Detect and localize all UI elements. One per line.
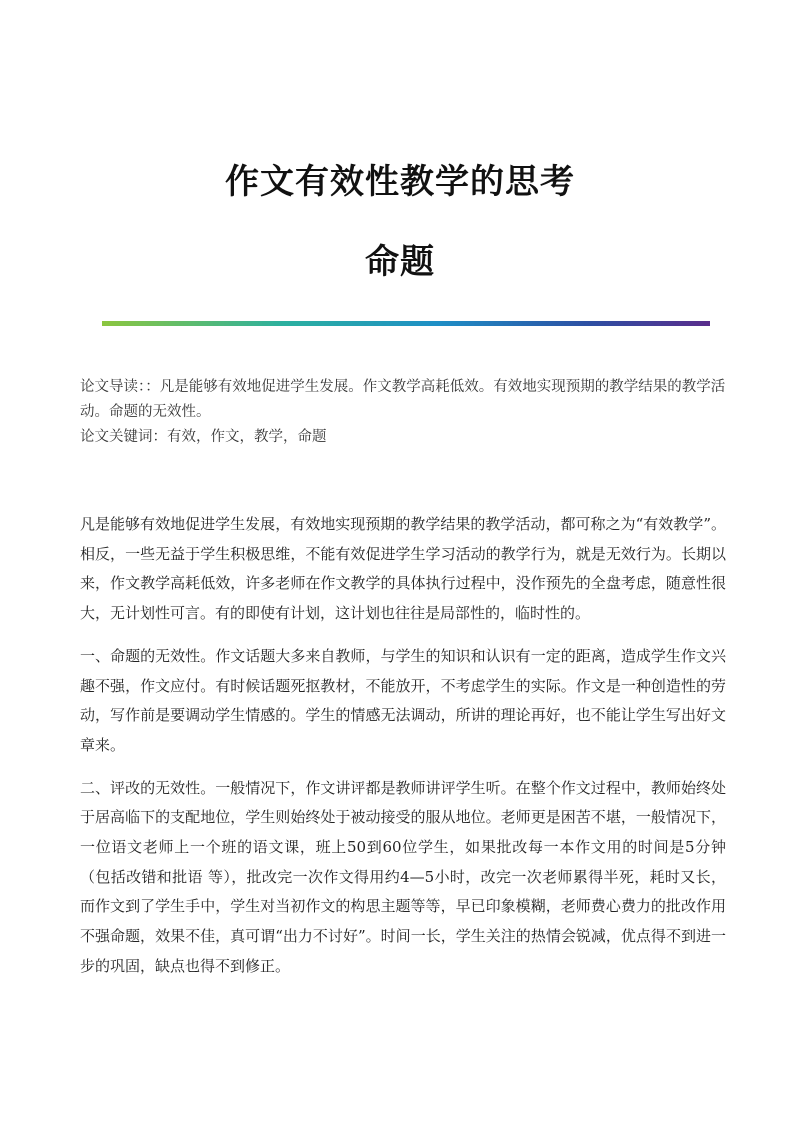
abstract-section <box>80 375 726 450</box>
abstract-keywords: 论文关键词：有效，作文，教学，命题 <box>80 429 327 445</box>
body-paragraph: 二、评改的无效性。一般情况下，作文讲评都是教师讲评学生听。在整个作文过程中，教师始终处于居高临下的支配地位，学生则始终处于被动接受的服从地位。老师更是困苦不堪，一般情况下，一位语文老师上一个班的语文课，班上50到60位学生，如果批改每一本作文用的时间是5分钟（包括改错和批语 等），批改完一次作文得用约4—5小时，改完一次老师累得半死，耗时又长，而作文到了学生手中，学生对当初作文的构思主题等等，早已印象模糊，老师费心费力的批改作用不强命题，效果不佳，真可谓“出力不讨好”。时间一长，学生关注的热情会锐减，优点得不到进一步的巩固，缺点也得不到修正。 <box>80 778 726 975</box>
body-paragraph: 凡是能够有效地促进学生发展，有效地实现预期的教学结果的教学活动，都可称之为“有效教学”。相反，一些无益于学生积极思维，不能有效促进学生学习活动的教学行为，就是无效行为。长期以来，作文教学高耗低效，许多老师在作文教学的具体执行过程中，没作预先的全盘考虑，随意性很大，无计划性可言。有的即使有计划，这计划也往往是局部性的，临时性的。 <box>80 515 726 623</box>
document-title: 作文有效性教学的思考 <box>225 162 575 202</box>
title-divider <box>102 321 710 326</box>
document-subtitle: 命题 <box>365 242 435 282</box>
abstract-intro: 论文导读：：凡是能够有效地促进学生发展。作文教学高耗低效。有效地实现预期的教学结果的教学活动。命题的无效性。 <box>80 379 726 420</box>
body-paragraph: 一、命题的无效性。作文话题大多来自教师，与学生的知识和认识有一定的距离，造成学生作文兴趣不强，作文应付。有时候话题死抠教材，不能放开，不考虑学生的实际。作文是一种创造性的劳动，写作前是要调动学生情感的。学生的情感无法调动，所讲的理论再好，也不能让学生写出好文章来。 <box>80 646 726 754</box>
body-section <box>80 510 726 995</box>
